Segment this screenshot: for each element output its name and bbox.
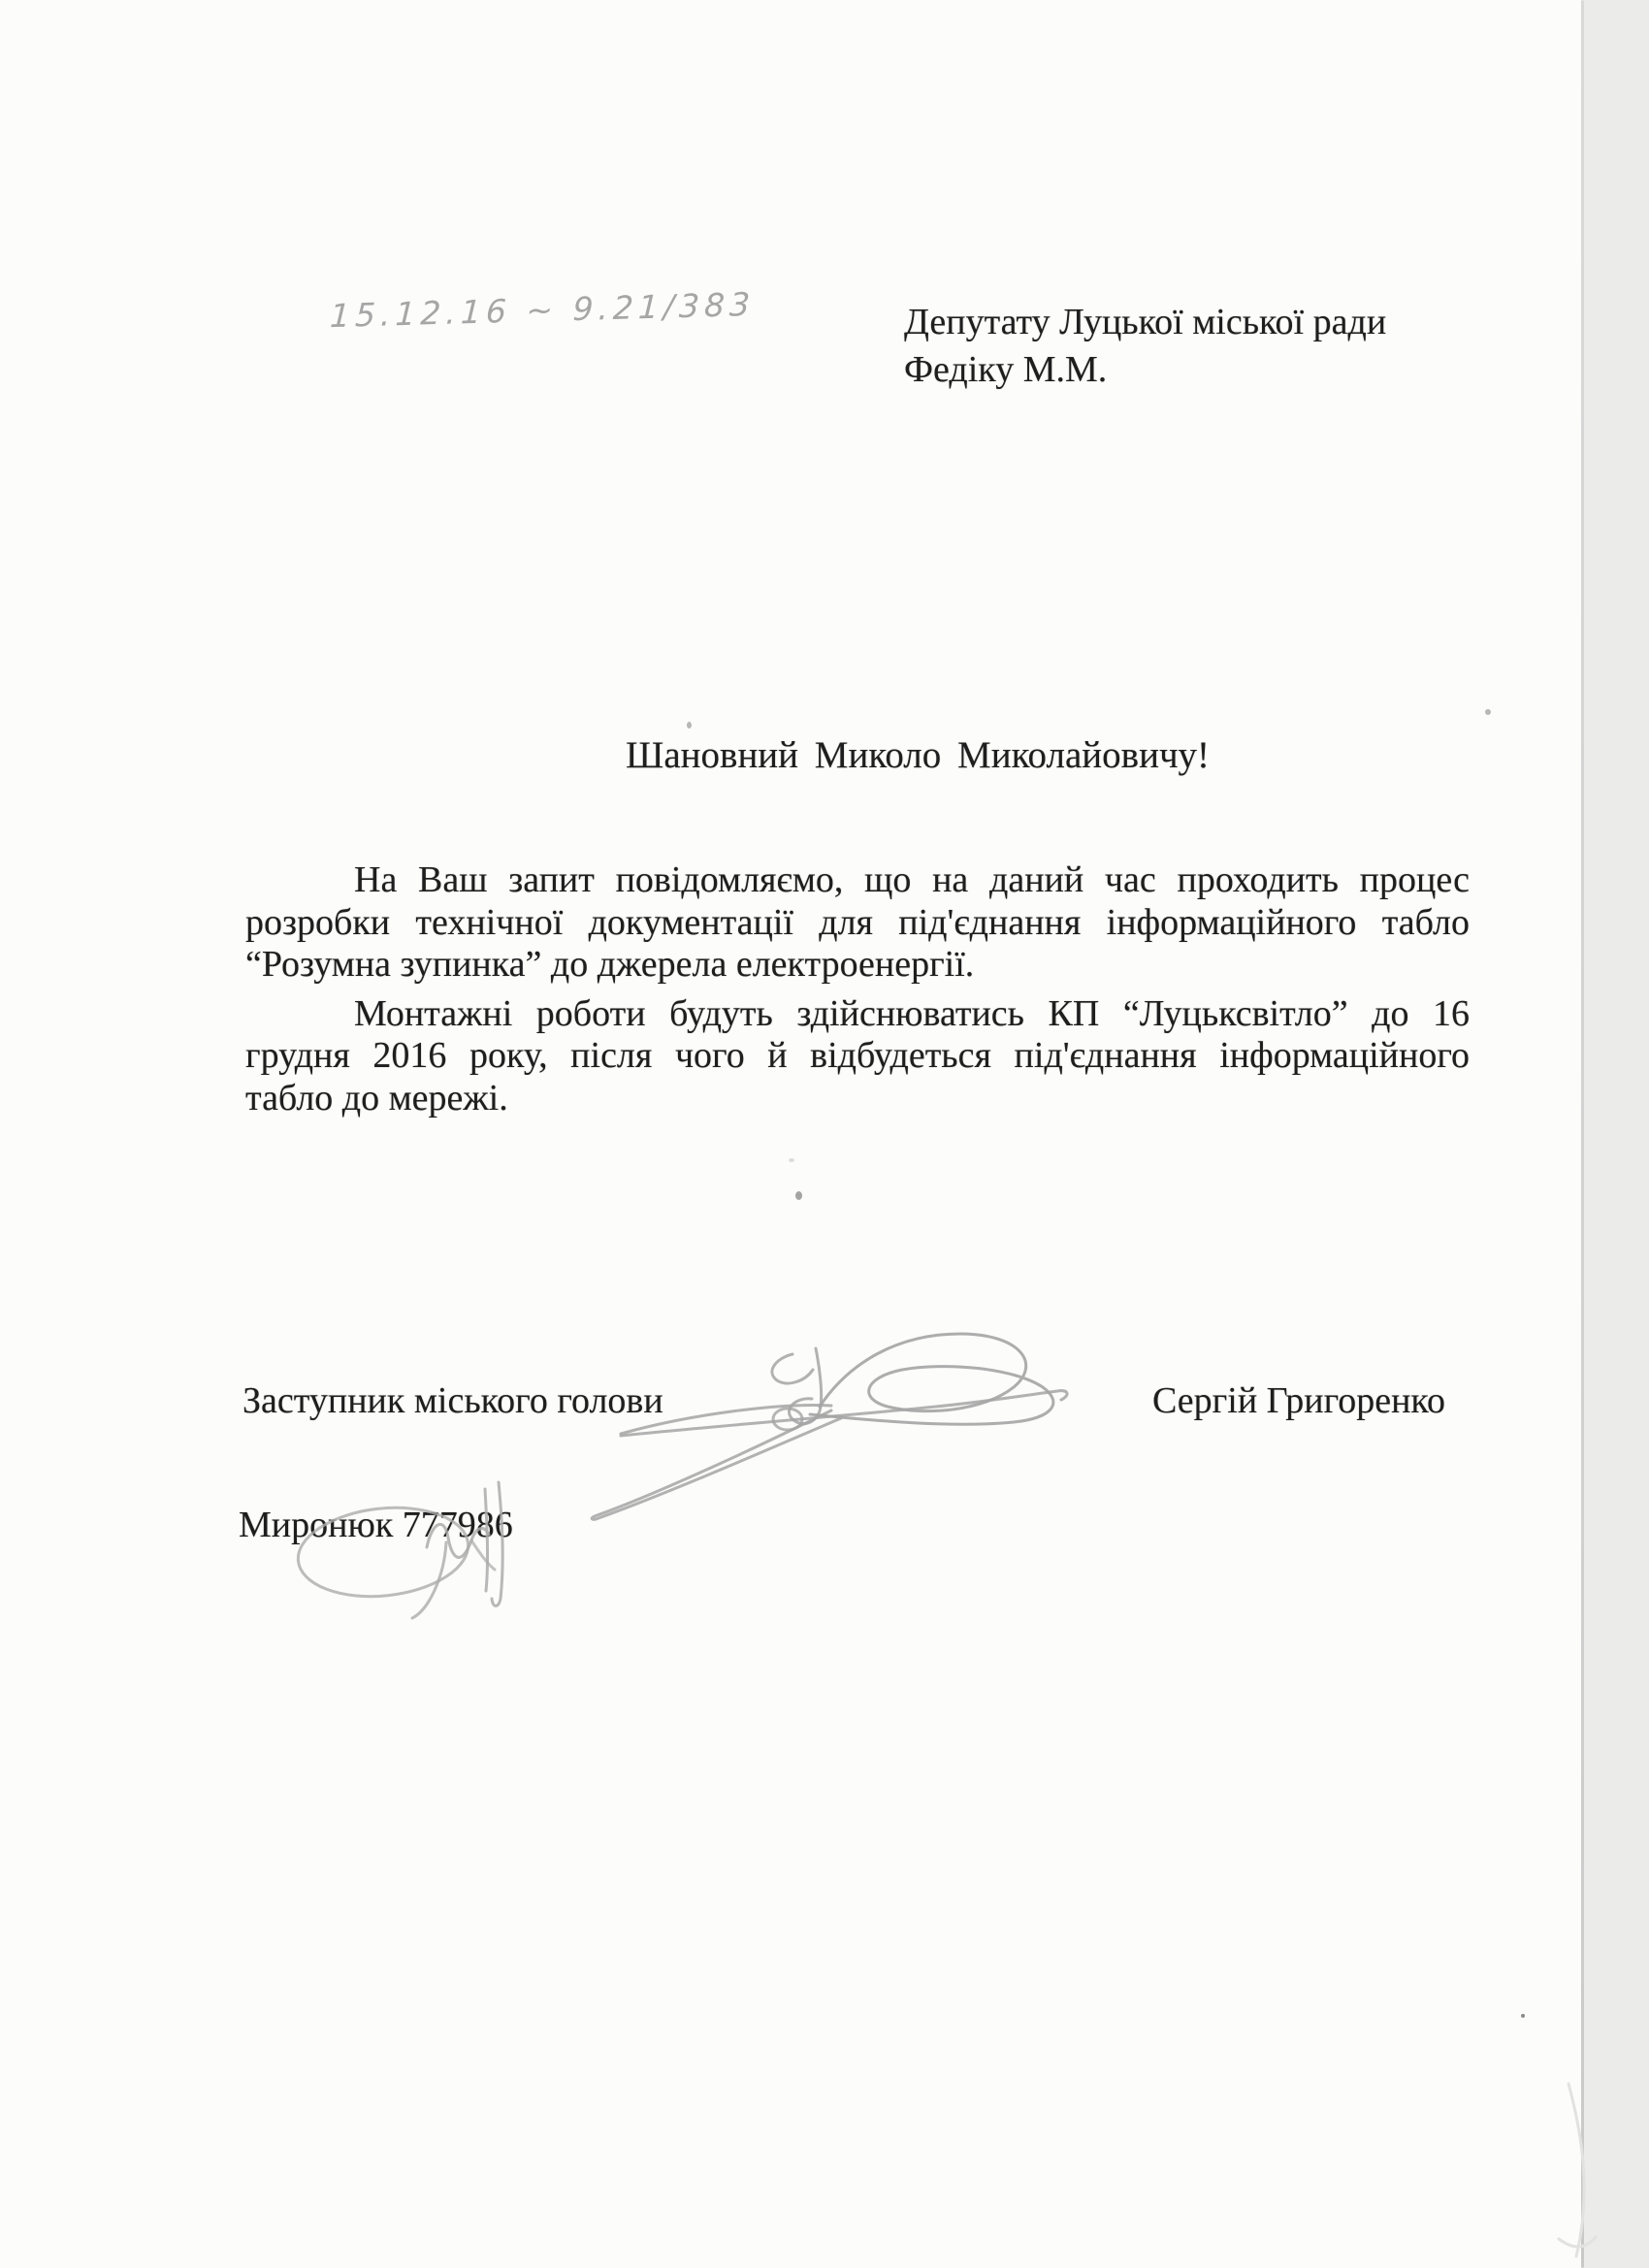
letter-body [245,859,1470,1120]
body-line: грудня 2016 року, після чого й відбудеться під'єднання інформаційного [245,1035,1470,1077]
handwritten-registration-note: 15.12.16 ~ 9.21/383 [329,284,756,336]
main-signature-flourish-icon [529,1310,1091,1552]
signer-position-title: Заступник міського голови [242,1380,663,1421]
recipient-block [904,299,1386,394]
paper-edge-line [1581,0,1584,2268]
signer-name: Сергій Григоренко [1152,1380,1445,1421]
body-line: табло до мережі. [245,1077,508,1118]
scan-speck [1485,709,1491,715]
scan-speck [789,1158,794,1162]
recipient-line-1: Депутату Луцької міської ради [904,302,1387,342]
scan-speck [795,1191,802,1200]
salutation-line: Шановний Миколо Миколайовичу! [626,734,1211,776]
body-line: розробки технічної документації для під'єднання інформаційного табло [245,901,1470,943]
body-line: Монтажні роботи будуть здійснюватись КП “Луцьксвітло” до 16 [354,992,1470,1034]
scanner-background-band [1584,0,1649,2268]
executor-reference: Миронюк 777986 [239,1505,513,1545]
scan-speck [687,722,692,729]
scan-speck [1521,2014,1525,2018]
body-line: На Ваш запит повідомляємо, що на даний час проходить процес [354,859,1470,900]
recipient-line-2: Федіку М.М. [904,349,1108,390]
body-line: “Розумна зупинка” до джерела електроенергії. [245,944,975,986]
